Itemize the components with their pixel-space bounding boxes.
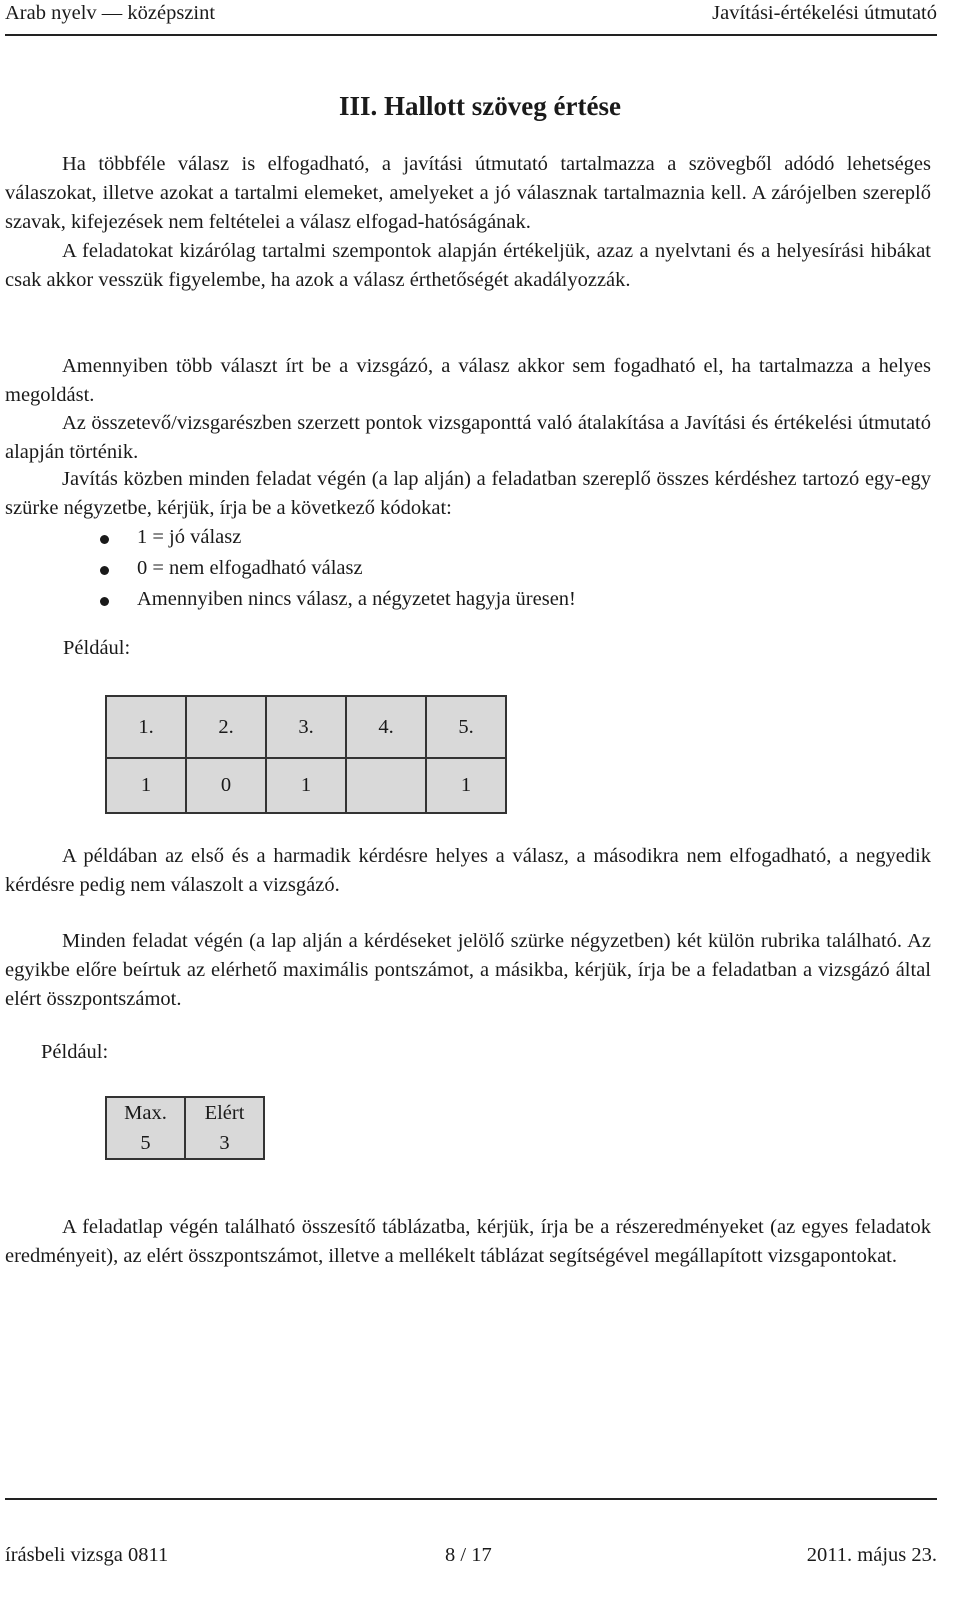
footer-exam: írásbeli vizsga 0811 — [5, 1544, 169, 1566]
bullet-icon — [100, 535, 109, 544]
bullet-icon — [100, 566, 109, 575]
score-box — [105, 1096, 265, 1160]
grid-value-cell: 1 — [266, 758, 346, 813]
grid-value-cell: 1 — [426, 758, 506, 813]
paragraph-example-explanation: A példában az első és a harmadik kérdésre helyes a válasz, a másodikra nem elfogadható, a negyedik kérdésre pedig nem válaszolt a vizsgázó. — [5, 845, 931, 896]
footer-page-number: 8 / 17 — [445, 1544, 492, 1566]
achieved-score-value: 3 — [185, 1128, 264, 1159]
score-box-value-row — [106, 1128, 264, 1159]
paragraph-conversion: Az összetevő/vizsgarészben szerzett pontok vizsgaponttá való átalakítása a Javítási és értékelési útmutató alapján történik. — [5, 412, 931, 463]
paragraph-multiple-answers: Amennyiben több választ írt be a vizsgázó, a válasz akkor sem fogadható el, ha tartalmazza a helyes megoldást. — [5, 355, 931, 406]
grid-value-cell: 1 — [106, 758, 186, 813]
grid-value-cell — [346, 758, 426, 813]
page-header — [5, 0, 937, 36]
header-subject: Arab nyelv — középszint — [5, 2, 216, 24]
grid-header-cell: 3. — [266, 696, 346, 758]
bullet-icon — [100, 597, 109, 606]
achieved-score-label: Elért — [185, 1097, 264, 1128]
grid-header-cell: 2. — [186, 696, 266, 758]
grid-value-cell: 0 — [186, 758, 266, 813]
score-box-label-row — [106, 1097, 264, 1128]
grid-header-cell: 1. — [106, 696, 186, 758]
example-label-2: Például: — [41, 1041, 109, 1063]
paragraph-codes: Javítás közben minden feladat végén (a lap alján) a feladatban szereplő összes kérdéshez tartozó egy-egy szürke négyzetbe, kérjük, írja be a következő kódokat: — [5, 468, 931, 519]
example-grid — [105, 695, 507, 814]
list-item: Amennyiben nincs válasz, a négyzetet hagyja üresen! — [5, 584, 576, 615]
grid-header-cell: 5. — [426, 696, 506, 758]
example-grid-value-row — [106, 758, 506, 813]
example-label: Például: — [63, 637, 131, 659]
header-doc-type: Javítási-értékelési útmutató — [712, 2, 937, 24]
max-score-label: Max. — [106, 1097, 185, 1128]
list-item: 1 = jó válasz — [5, 522, 576, 553]
footer-date: 2011. május 23. — [806, 1544, 937, 1566]
max-score-value: 5 — [106, 1128, 185, 1159]
grid-header-cell: 4. — [346, 696, 426, 758]
paragraph-rubric: Minden feladat végén (a lap alján a kérdéseket jelölő szürke négyzetben) két külön rubrika található. Az egyikbe előre beírtuk az elérhető maximális pontszámot, a másikba, kérjük, írja be a feladatban a vizsgázó által elért összpontszámot. — [5, 930, 931, 1010]
example-grid-header-row — [106, 696, 506, 758]
paragraph-summary: A feladatlap végén található összesítő táblázatba, kérjük, írja be a részeredményeket (az egyes feladatok eredményeit), az elért összpontszámot, illetve a mellékelt táblázat segítségével megállapított vizsgapontokat. — [5, 1216, 931, 1267]
list-item: 0 = nem elfogadható válasz — [5, 553, 576, 584]
paragraph-intro: Ha többféle válasz is elfogadható, a javítási útmutató tartalmazza a szövegből adódó lehetséges válaszokat, illetve azokat a tartalmi elemeket, amelyeket a jó válasznak tartalmaznia kell. A zárójelben szereplő szavak, kifejezések nem feltételei a válasz elfogad-hatóságának. — [5, 153, 931, 233]
page-footer — [5, 1498, 937, 1566]
paragraph-grading: A feladatokat kizárólag tartalmi szempontok alapján értékeljük, azaz a nyelvtani és a helyesírási hibákat csak akkor vesszük figyelembe, ha azok a válasz érthetőségét akadályozzák. — [5, 240, 931, 291]
section-title: III. Hallott szöveg értése — [339, 91, 621, 121]
code-list — [5, 522, 576, 615]
